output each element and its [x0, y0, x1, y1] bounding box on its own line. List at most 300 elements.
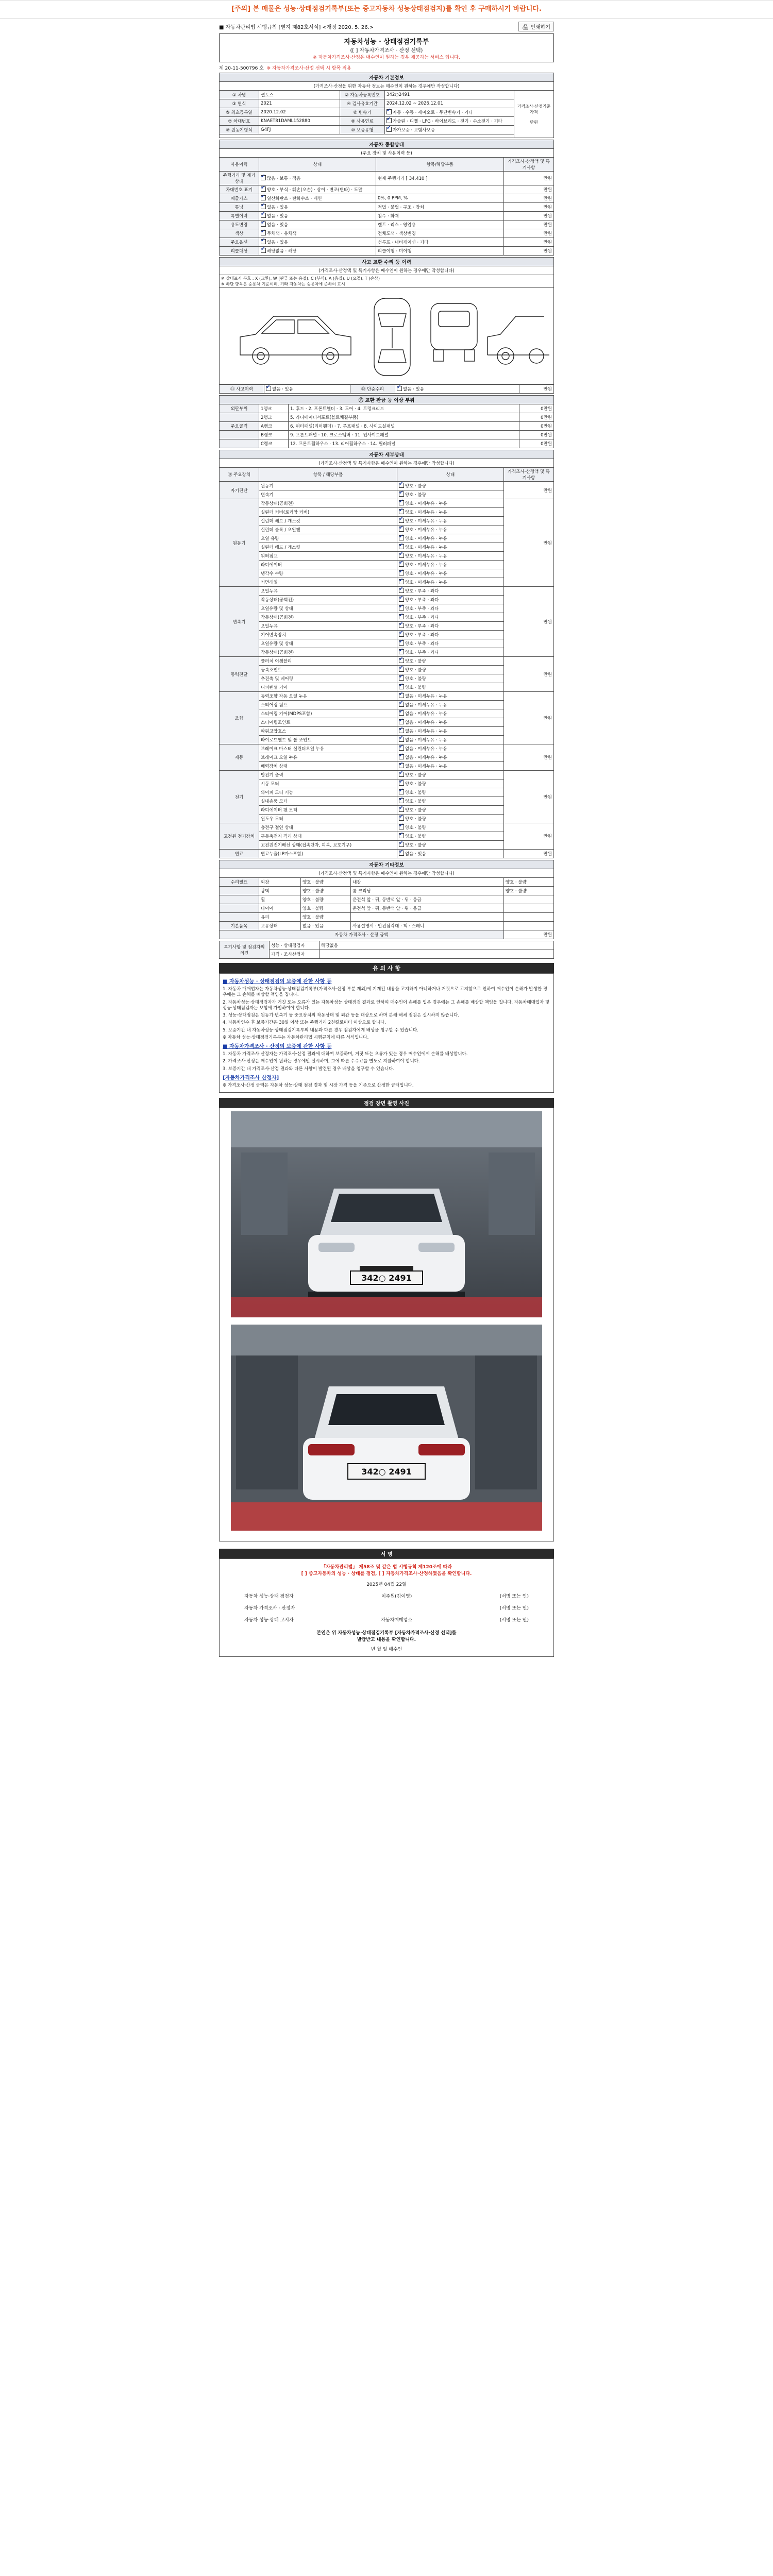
table-row	[220, 922, 554, 930]
detail-state-text: 없음 · 미세누유 · 누유	[405, 703, 447, 708]
row-state	[259, 194, 376, 203]
sign-statement-1: 「자동차관리법」 제58조 및 같은 법 시행규칙 제120조에 따라	[321, 1565, 452, 1570]
detail-state-text: 양호 · 미세누유 · 누유	[405, 519, 447, 524]
detail-item: 오일유량 및 상태	[259, 604, 397, 613]
row-state	[259, 185, 376, 194]
repair-value-text: 없음 · 있음	[403, 387, 424, 392]
label: ④ 검사유효기간	[340, 99, 385, 108]
detail-item: 실린더 헤드 / 개스킷	[259, 543, 397, 552]
detail-item: 작동상태(공회전)	[259, 596, 397, 604]
etc-cell: 수리필요	[220, 878, 259, 887]
etc-cell: 룸 크리닝	[351, 887, 504, 895]
detail-state	[397, 771, 504, 779]
price-unit: 만원	[519, 385, 554, 394]
etc-cell	[220, 913, 259, 922]
detail-item: 오일누유	[259, 622, 397, 631]
table-row	[220, 832, 554, 841]
table-row	[220, 561, 554, 569]
frame-rank: C랭크	[259, 439, 289, 448]
etc-cell: 양호 · 불량	[300, 913, 350, 922]
column-header: 가격조사·산정액 및 특기사항	[504, 158, 554, 172]
detail-item: 실내송풍 모터	[259, 797, 397, 806]
detail-state-text: 양호 · 미세누유 · 누유	[405, 563, 447, 568]
frame-price: 0만원	[519, 413, 554, 422]
table-row	[220, 622, 554, 631]
etc-cell: 기본품목	[220, 922, 259, 930]
detail-item: 실린더 커버(로커암 커버)	[259, 508, 397, 517]
sign-row-notifier	[244, 1616, 529, 1623]
etc-subheader: (가격조사·산정액 및 특기사항은 매수인이 원하는 경우에만 작성합니다)	[220, 869, 554, 878]
value-text: 자가보증 · 보험사보증	[393, 128, 435, 133]
notice-section-1-title: ■ 자동차성능 · 상태점검의 보증에 관한 사항 등	[223, 979, 332, 985]
document-number-line	[219, 64, 554, 71]
detail-state	[397, 499, 504, 508]
front-car-photo-svg	[231, 1111, 542, 1317]
table-row	[220, 91, 554, 99]
detail-item: 작동상태(공회전)	[259, 499, 397, 508]
buyer-date-line: 년 월 일 매수인	[371, 1647, 402, 1653]
detail-state-text: 양호 · 불량	[405, 799, 426, 804]
table-row	[220, 797, 554, 806]
detail-item: 추진축 및 베어링	[259, 674, 397, 683]
etc-cell: 사용설명서 · 안전삼각대 · 잭 · 스패너	[351, 922, 504, 930]
table-row	[220, 499, 554, 508]
special-label: 특기사항 및 점검자의 의견	[220, 941, 270, 959]
detail-state-text: 양호 · 불량	[405, 843, 426, 848]
detail-state	[397, 639, 504, 648]
notice-item: 1. 자동차 가격조사·산정자는 가격조사·산정 결과에 대하여 보증하며, 거짓 또는 오류가 있는 경우 매수인에게 손해를 배상합니다.	[223, 1052, 468, 1057]
frame-table	[219, 395, 554, 448]
detail-item: 작동상태(공회전)	[259, 613, 397, 622]
row-state-text: 해당없음 · 해당	[267, 249, 297, 254]
detail-state-text: 양호 · 부족 · 과다	[405, 624, 439, 629]
row-state-text: 없음 · 있음	[267, 223, 288, 228]
inspection-document	[219, 22, 554, 1657]
detail-state	[397, 561, 504, 569]
table-row	[220, 657, 554, 666]
row-label: 튜닝	[220, 203, 259, 212]
detail-price: 만원	[504, 771, 554, 823]
detail-item: 스티어링조인트	[259, 718, 397, 727]
table-row	[220, 117, 554, 126]
table-row	[220, 815, 554, 823]
etc-cell: 타이어	[259, 904, 301, 913]
etc-cell: 광택	[259, 887, 301, 895]
row-part: 리콜이행 · 미이행	[376, 247, 504, 256]
sign-row-inspector	[244, 1592, 529, 1599]
detail-group: 변속기	[220, 587, 259, 657]
detail-state-text: 양호 · 부족 · 과다	[405, 641, 439, 647]
detail-price: 만원	[504, 657, 554, 692]
buyer-statement-1: 본인은 위 자동차성능·상태점검기록부 [자동차가격조사·산정 선택]를	[316, 1631, 457, 1636]
row-label: 색상	[220, 229, 259, 238]
row-part: 전체도색 · 색상변경	[376, 229, 504, 238]
table-row	[220, 212, 554, 221]
legend-line: ※ 하단 항목은 승용차 기준이며, 기타 자동차는 승용차에 준하여 표시	[221, 282, 345, 286]
notice-item: 2. 자동차성능·상태점검자가 거짓 또는 오류가 있는 자동차성능·상태점검 결과로 인하여 매수인이 손해를 입은 경우에는 그 손해를 배상할 책임을 집니다. 자동차매매업자 및 성능·상태점검자는 보험에 가입하여야 합니다.	[223, 999, 550, 1011]
detail-state	[397, 727, 504, 736]
value	[385, 117, 514, 126]
etc-cell: 내장	[351, 878, 504, 887]
etc-cell: 보유상태	[259, 922, 301, 930]
detail-state-text: 없음 · 미세누유 · 누유	[405, 747, 447, 752]
detail-group: 고전원 전기장치	[220, 823, 259, 850]
value: 342○2491	[385, 91, 514, 99]
table-row	[220, 753, 554, 762]
table-row	[220, 543, 554, 552]
row-label: 특별이력	[220, 212, 259, 221]
detail-state-text: 양호 · 미세누유 · 누유	[405, 510, 447, 515]
detail-item: 실린더 블록 / 오일팬	[259, 526, 397, 534]
row-label: 용도변경	[220, 221, 259, 229]
detail-state	[397, 779, 504, 788]
row-label: 주요옵션	[220, 238, 259, 247]
table-row	[220, 229, 554, 238]
front-photo	[231, 1111, 542, 1317]
frame-group	[220, 439, 259, 448]
car-outline-svg	[220, 288, 554, 384]
table-row	[220, 631, 554, 639]
row-state	[259, 203, 376, 212]
row-state-text: 없음 · 있음	[267, 240, 288, 245]
detail-state	[397, 701, 504, 709]
table-row	[220, 238, 554, 247]
detail-state-text: 양호 · 부족 · 과다	[405, 633, 439, 638]
detail-state-text: 양호 · 부족 · 과다	[405, 606, 439, 612]
table-row	[220, 587, 554, 596]
frame-price: 0만원	[519, 431, 554, 439]
detail-item: 라디에이터 팬 모터	[259, 806, 397, 815]
damage-subheader: (가격조사·산정액 및 특기사항은 매수인이 원하는 경우에만 작성합니다)	[220, 266, 554, 275]
etc-cell: 양호 · 불량	[300, 904, 350, 913]
row-state-text: 없음 · 있음	[267, 214, 288, 219]
value	[385, 126, 514, 134]
price-unit: 만원	[503, 930, 553, 939]
etc-cell	[351, 913, 504, 922]
detail-item: 스티어링 기어(MDPS포함)	[259, 709, 397, 718]
special-table	[219, 941, 554, 959]
table-row	[220, 683, 554, 692]
frame-price: 0만원	[519, 404, 554, 413]
detail-state-text: 양호 · 불량	[405, 484, 426, 489]
detail-item: 배력장치 상태	[259, 762, 397, 771]
damage-header: 사고 교환 수리 등 이력	[220, 258, 554, 266]
etc-cell	[503, 913, 553, 922]
inspector-name: 이주원(김이영)	[381, 1594, 412, 1600]
detail-group: 조향	[220, 692, 259, 744]
row-part: 침수 · 화재	[376, 212, 504, 221]
notice-item: 3. 보증기간 내 가격조사·산정 결과와 다른 사항이 발견된 경우 배상을 청구할 수 있습니다.	[223, 1066, 395, 1072]
detail-state-text: 없음 · 미세누유 · 누유	[405, 711, 447, 717]
table-row	[220, 194, 554, 203]
frame-group: 주요골격	[220, 422, 259, 431]
frame-rank: B랭크	[259, 431, 289, 439]
table-row	[220, 806, 554, 815]
column-header: 상태	[397, 468, 504, 482]
detail-group: 연료	[220, 850, 259, 858]
column-header: 항목 / 해당부품	[259, 468, 397, 482]
detail-state	[397, 788, 504, 797]
value-text: 자동 · 수동 · 세미오토 · 무단변속기 · 기타	[393, 110, 473, 115]
form-reference: ■ 자동차관리법 시행규칙 [별지 제82호서식] <개정 2020. 5. 26.>	[219, 25, 374, 30]
detail-state	[397, 552, 504, 561]
value: 2021	[259, 99, 340, 108]
detail-state-text: 양호 · 불량	[405, 825, 426, 831]
overview-table	[219, 140, 554, 256]
table-row	[220, 552, 554, 561]
etc-cell: 양호 · 불량	[300, 878, 350, 887]
value: 2020.12.02	[259, 108, 340, 117]
frame-parts: 1. 후드 · 2. 프론트휀더 · 3. 도어 · 4. 트렁크리드	[289, 404, 519, 413]
detail-state	[397, 718, 504, 727]
label: ① 차명	[220, 91, 259, 99]
detail-price: 만원	[504, 850, 554, 858]
table-row	[220, 878, 554, 887]
row-state-text: 일산화탄소 · 탄화수소 · 매연	[267, 196, 322, 201]
table-row	[220, 578, 554, 587]
row-part	[376, 185, 504, 194]
detail-group: 원동기	[220, 499, 259, 587]
table-row	[220, 904, 554, 913]
row-part: 0%, 0 PPM, %	[376, 194, 504, 203]
detail-state-text: 없음 · 미세누유 · 누유	[405, 720, 447, 725]
table-row	[220, 439, 554, 448]
table-row	[220, 126, 554, 134]
table-row	[220, 413, 554, 422]
rear-car-photo-svg	[231, 1325, 542, 1531]
table-row	[220, 709, 554, 718]
detail-state	[397, 596, 504, 604]
etc-cell: 양호 · 불량	[503, 878, 553, 887]
row-price: 만원	[504, 194, 554, 203]
detail-header: 자동차 세부상태	[220, 450, 554, 459]
table-row	[220, 850, 554, 858]
detail-state-text: 없음 · 미세누유 · 누유	[405, 755, 447, 760]
table-row	[220, 823, 554, 832]
table-row	[220, 185, 554, 194]
etc-cell	[220, 887, 259, 895]
row-state	[259, 238, 376, 247]
detail-subheader: (가격조사·산정액 및 특기사항은 매수인이 원하는 경우에만 작성합니다)	[220, 459, 554, 468]
legend-line: ※ 상태표시 부호 : X (교환), W (판금 또는 용접), C (부식), A (흠집), U (요철), T (손상)	[221, 276, 380, 281]
basic-info-table	[219, 73, 554, 138]
label: ⑦ 차대번호	[220, 117, 259, 126]
detail-state-text: 양호 · 불량	[405, 834, 426, 839]
repair-label: ⑫ 단순수리	[350, 385, 395, 394]
detail-state-text: 양호 · 미세누유 · 누유	[405, 545, 447, 550]
detail-item: 오일누유	[259, 587, 397, 596]
row-state	[259, 172, 376, 185]
notice-box	[219, 973, 554, 1093]
print-button[interactable]: 🖨 인쇄하기	[518, 22, 554, 31]
detail-state	[397, 613, 504, 622]
buyer-statement-2: 발급받고 내용을 확인합니다.	[357, 1637, 416, 1643]
table-row	[220, 887, 554, 895]
detail-item: 오일 유량	[259, 534, 397, 543]
detail-state	[397, 736, 504, 744]
notice-item: 3. 성능·상태점검은 원동기·변속기 등 중요장치의 작동상태 및 외관 등을 대상으로 하며 분해·해체 점검은 실시하지 않습니다.	[223, 1013, 460, 1019]
sign-statement-2: [ ] 중고자동차의 성능 · 상태를 점검, [ ] 자동차가격조사·산정하였음을 확인합니다.	[301, 1571, 472, 1577]
table-row	[220, 482, 554, 490]
etc-cell: 양호 · 불량	[300, 887, 350, 895]
row-price: 만원	[504, 238, 554, 247]
row-part: 적법 · 불법 · 구조 · 장치	[376, 203, 504, 212]
table-row	[220, 639, 554, 648]
rear-photo	[231, 1325, 542, 1531]
label: ⑤ 최초등록일	[220, 108, 259, 117]
detail-item: 스티어링 펌프	[259, 701, 397, 709]
detail-item: 동력조향 작동 오일 누유	[259, 692, 397, 701]
document-number-note: ※ 자동차가격조사·산정 선택 시 항목 적용	[266, 66, 351, 71]
value: 셀토스	[259, 91, 340, 99]
detail-state	[397, 753, 504, 762]
detail-state	[397, 578, 504, 587]
document-title: 자동차성능 · 상태점검기록부	[344, 38, 429, 46]
detail-state	[397, 587, 504, 596]
detail-price: 만원	[504, 692, 554, 744]
table-row	[220, 203, 554, 212]
etc-cell: 외장	[259, 878, 301, 887]
notifier-label: 자동차 성능·상태 고지자	[244, 1618, 294, 1623]
row-state-text: 없음 · 있음	[267, 205, 288, 210]
table-row	[220, 666, 554, 674]
column-header: 사용이력	[220, 158, 259, 172]
table-row	[220, 526, 554, 534]
row-label: 배출가스	[220, 194, 259, 203]
frame-price: 0만원	[519, 439, 554, 448]
detail-item: 변속기	[259, 490, 397, 499]
price-label: 자동차 가격조사 · 산정 금액	[220, 930, 504, 939]
damage-legend	[220, 275, 554, 288]
table-row	[220, 221, 554, 229]
table-row	[220, 596, 554, 604]
sign-row-price	[244, 1604, 529, 1611]
detail-price: 만원	[504, 823, 554, 850]
document-subtitle: ([ ] 자동차가격조사 · 산정 선택)	[350, 48, 423, 54]
document-title-box	[219, 33, 554, 62]
detail-state	[397, 823, 504, 832]
table-row	[220, 613, 554, 622]
detail-state-text: 없음 · 미세누유 · 누유	[405, 738, 447, 743]
row-state-text: 양호 · 부식 · 훼손(오손) · 상이 · 변조(변타) · 도말	[267, 188, 363, 193]
value: KNAET81DAML152880	[259, 117, 340, 126]
table-row	[220, 895, 554, 904]
overview-header: 자동차 종합상태	[220, 140, 554, 149]
price-inspector-label: 자동차 가격조사 · 산정자	[244, 1606, 295, 1612]
row-price: 만원	[504, 229, 554, 238]
table-row	[220, 692, 554, 701]
detail-state	[397, 674, 504, 683]
label: ⑩ 보증유형	[340, 126, 385, 134]
detail-item: 원동기	[259, 482, 397, 490]
detail-state-text: 양호 · 불량	[405, 773, 426, 778]
row-part: 현재 주행거리 [ 34,410 ]	[376, 172, 504, 185]
detail-item: 오일유량 및 상태	[259, 639, 397, 648]
label: ③ 연식	[220, 99, 259, 108]
table-row	[220, 422, 554, 431]
notice-section-3-title: [자동차가격조사 산정자]	[223, 1075, 279, 1081]
front-license-plate: 342○ 2491	[361, 1273, 412, 1283]
detail-item: 기어변속장치	[259, 631, 397, 639]
table-row	[220, 841, 554, 850]
detail-state	[397, 762, 504, 771]
detail-state	[397, 832, 504, 841]
row-state-text: 많음 · 보통 · 적음	[267, 176, 301, 181]
detail-state-text: 양호 · 미세누유 · 누유	[405, 528, 447, 533]
etc-cell: 없음 · 있음	[300, 922, 350, 930]
table-row	[220, 172, 554, 185]
detail-item: 충전구 절연 상태	[259, 823, 397, 832]
label: ② 자동차등록번호	[340, 91, 385, 99]
row-state	[259, 221, 376, 229]
detail-state	[397, 543, 504, 552]
table-row	[220, 404, 554, 413]
detail-state	[397, 526, 504, 534]
etc-cell: 양호 · 불량	[503, 887, 553, 895]
row-price: 만원	[504, 212, 554, 221]
detail-price: 만원	[504, 587, 554, 657]
row-state-text: 무채색 · 유채색	[267, 231, 297, 236]
detail-item: 시동 모터	[259, 779, 397, 788]
detail-state-text: 양호 · 불량	[405, 782, 426, 787]
detail-state-text: 양호 · 불량	[405, 676, 426, 682]
detail-state-text: 양호 · 불량	[405, 659, 426, 664]
table-row	[220, 744, 554, 753]
damage-table	[219, 257, 554, 288]
detail-item: 디퍼렌셜 기어	[259, 683, 397, 692]
etc-cell	[220, 904, 259, 913]
notifier-name: 자동차매매업소	[381, 1618, 413, 1623]
frame-parts: 5. 라디에이터서포트(볼트체결부품)	[289, 413, 519, 422]
detail-table	[219, 450, 554, 858]
warning-banner: [주의] 본 매물은 성능·상태점검기록부(또는 중고자동차 성능상태점검지)를 확인 후 구매하시기 바랍니다.	[0, 0, 773, 19]
detail-price: 만원	[504, 499, 554, 587]
table-row	[220, 771, 554, 779]
frame-header: ⑬ 교환 판금 등 이상 부위	[220, 396, 554, 404]
notice-header: 유 의 사 항	[219, 963, 554, 973]
etc-cell: 운전석 앞 · 뒤, 동반석 앞 · 뒤 · 응급	[351, 895, 504, 904]
notice-item: 5. 보증기간 내 자동차성능·상태점검기록부의 내용과 다른 경우 점검자에게 배상을 청구할 수 있습니다.	[223, 1027, 418, 1033]
detail-item: 구동축전지 격리 상태	[259, 832, 397, 841]
repair-value	[395, 385, 519, 394]
inspector-sign: (서명 또는 인)	[499, 1594, 529, 1600]
detail-state	[397, 622, 504, 631]
photo-header: 점검 장면 촬영 사진	[219, 1098, 554, 1108]
detail-item: 연료누출(LP가스포함)	[259, 850, 397, 858]
accident-table	[219, 384, 554, 394]
detail-item: 라디에이터	[259, 561, 397, 569]
notice-item: ※ 자동차 성능·상태점검기록부는 자동차관리법 시행규칙에 따른 서식입니다.	[223, 1035, 369, 1040]
sign-date: 2025년 04월 22일	[366, 1582, 407, 1588]
detail-group: 제동	[220, 744, 259, 771]
detail-state-text: 양호 · 부족 · 과다	[405, 615, 439, 620]
value: G4FJ	[259, 126, 340, 134]
notice-item: 1. 자동차 매매업자는 자동차성능·상태점검기록부(가격조사·산정 부분 제외)에 기재된 내용을 고지하지 아니하거나 거짓으로 고지함으로 인하여 매수인이 손해가 발생한 경우에는 그 손해를 배상할 책임을 집니다.	[223, 987, 547, 998]
notice-item: 2. 가격조사·산정은 매수인이 원하는 경우에만 실시하며, 그에 따른 수수료를 별도로 지불하여야 합니다.	[223, 1059, 420, 1064]
frame-parts: 9. 프론트패널 · 10. 크로스멤버 · 11. 인사이드패널	[289, 431, 519, 439]
detail-item: 파워고압호스	[259, 727, 397, 736]
table-row	[220, 569, 554, 578]
table-row	[220, 247, 554, 256]
detail-state	[397, 604, 504, 613]
detail-state-text: 양호 · 불량	[405, 817, 426, 822]
detail-state-text: 양호 · 미세누유 · 누유	[405, 554, 447, 559]
row-state	[259, 247, 376, 256]
detail-state	[397, 683, 504, 692]
frame-group	[220, 431, 259, 439]
print-button-label: 인쇄하기	[530, 25, 550, 30]
table-row	[220, 108, 554, 117]
